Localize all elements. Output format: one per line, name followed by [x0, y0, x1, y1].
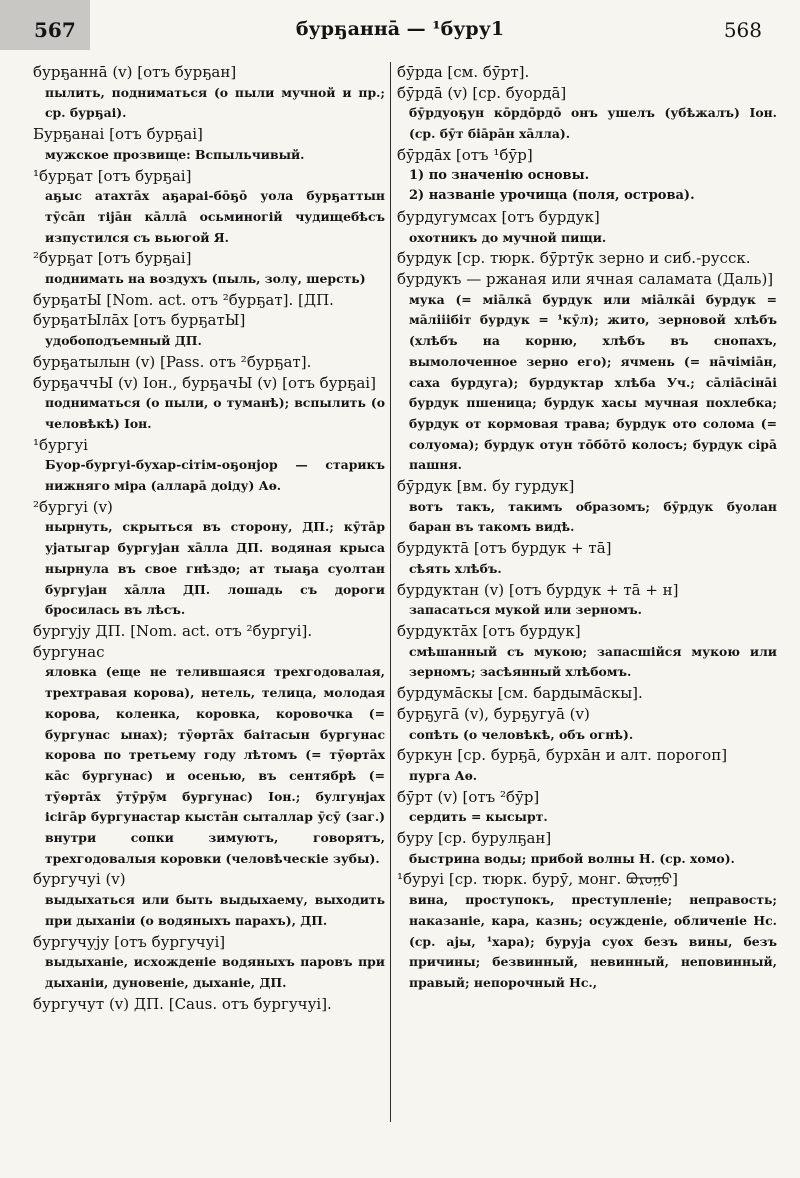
- entry-definition: выдыхаться или быть выдыхаему, выходить при дыханіи (о водяныхъ парахъ), ДП.: [45, 892, 385, 928]
- entry-definition: удобоподъемный ДП.: [45, 333, 202, 349]
- dictionary-entry: [33, 932, 385, 994]
- entry-headword: бӯрт (v) [отъ ²бӯр]: [397, 787, 540, 806]
- page-number-left: 567: [34, 18, 76, 42]
- entry-definition: мука (= мiāлкā бурдук или мiāлкāi бурдук = мāлiiiбiт бурдук = ¹кӯл); жито, зерновой хлѣбъ (хлѣбъ на корню, хлѣбъ въ снопахъ, вымолоченное зерно его); ячмень (= нāчiмiāн, саха бурдуга); бурдуктар хлѣба Уч.; сāлiāсiнāi бурдук пшеница; бурдук хасы мучная похлебка; бурдук от кормовая трава; бурдук ото солома (= солуома); бурдук отун тōбōтō колосъ; бурдук сiрā пашня.: [409, 291, 777, 473]
- dictionary-entry: [33, 62, 385, 124]
- entry-definition: вина, проступокъ, преступленіе; неправость; наказаніе, кара, казнь; осужденіе, обличеніе Нс. (ср. аjы, ¹хара); буруjа суох безъ вины, безъ причины; безвинный, невинный, неповинный, правый; непорочный Нс.,: [409, 892, 777, 990]
- page-header: [0, 8, 800, 48]
- entry-headword: бурҕаччЫ (v) Іон., бурҕачЫ (v) [отъ бурҕаі]: [33, 373, 376, 392]
- entry-headword: ¹бургуі: [33, 435, 88, 454]
- entry-headword: бурдуктāх [отъ бурдук]: [397, 621, 581, 640]
- page-number-right: 568: [723, 18, 762, 42]
- dictionary-entry: [33, 290, 385, 311]
- entry-headword: бурдумāскы [см. бардымāскы].: [397, 684, 643, 703]
- column-divider: [390, 62, 391, 1122]
- entry-headword: Бурҕанаі [отъ бурҕаі]: [33, 125, 203, 144]
- dictionary-entry: [397, 538, 777, 579]
- dictionary-entry: [397, 621, 777, 683]
- entry-definition: вотъ такъ, такимъ образомъ; бӯрдук буолан баран въ такомъ видѣ.: [409, 498, 777, 535]
- entry-headword: бургунас: [33, 642, 105, 661]
- entry-headword: бургучују [отъ бургучуі]: [33, 932, 226, 951]
- entry-headword: бурҕаннā (v) [отъ бурҕан]: [33, 63, 237, 81]
- dictionary-entry: [397, 207, 777, 248]
- dictionary-entry: [33, 869, 385, 931]
- entry-headword: буркун [ср. бурҕā, бурхāн и алт. порогоп]: [397, 746, 728, 765]
- entry-headword: бурдук [ср. тюрк. бӯртӯк зерно и сиб.-русск. бурдукъ — ржаная или ячная саламата (Даль)]: [397, 249, 774, 289]
- entry-headword: бургучуі (v): [33, 870, 126, 889]
- entry-headword: ²бурҕат [отъ бурҕаі]: [33, 249, 192, 268]
- entry-headword: бӯрдук [вм. бу гурдук]: [397, 477, 575, 496]
- dictionary-entry: [397, 745, 777, 786]
- entry-headword: бурдуктā [отъ бурдук + тā]: [397, 539, 612, 558]
- entry-headword: бурҕатылын (v) [Pass. отъ ²бурҕат].: [33, 352, 312, 371]
- entry-headword: ¹буруі [ср. тюрк. бурӯ, монг. ᠪᠤᠷᠤᠭᠤ]: [397, 870, 678, 889]
- entry-definition: пурга Аѳ.: [409, 767, 478, 783]
- dictionary-entry: [33, 310, 385, 351]
- entry-headword: бурдуктан (v) [отъ бурдук + тā + н]: [397, 580, 679, 599]
- dictionary-entry: [397, 580, 777, 621]
- entry-headword: бурдугумсах [отъ бурдук]: [397, 207, 600, 226]
- left-column: [33, 62, 385, 1162]
- dictionary-entry: [397, 787, 777, 828]
- entry-definition: запасаться мукой или зерномъ.: [409, 602, 642, 618]
- entry-definition: 1) по значенію основы.: [409, 167, 590, 183]
- entry-definition: сердить = кысырт.: [409, 809, 548, 825]
- entry-headword: бӯрдāх [отъ ¹бӯр]: [397, 145, 533, 164]
- entry-headword: бурҕатЫ [Nom. act. отъ ²бурҕат]. [ДП.: [33, 290, 334, 309]
- entry-definition: аҕыс атахтāх аҕараі-бōҕō уола бурҕаттын тӯсāп тіjāн кāллā осьминогій чудищебѣсъ изпустился съ вьюгой Я.: [45, 188, 385, 245]
- dictionary-entry: [33, 124, 385, 165]
- entry-definition: смѣшанный съ мукою; запасшійся мукою или зерномъ; засѣянный хлѣбомъ.: [409, 643, 777, 680]
- entry-definition: нырнуть, скрыться въ сторону, ДП.; кӯтāр уjатыгар бургујан хāлла ДП. водяная крыса нырнула въ свое гнѣздо; ат тыаҕа суолтан бургујан хāлла ДП. лошадь съ дороги бросилась въ лѣсъ.: [45, 519, 385, 618]
- dictionary-entry: [33, 248, 385, 289]
- dictionary-entry: [397, 62, 777, 83]
- entry-headword: бургучут (v) ДП. [Caus. отъ бургучуі].: [33, 994, 332, 1013]
- dictionary-entry: [397, 83, 777, 145]
- dictionary-entry: [33, 497, 385, 621]
- running-title: бурҕаннā — ¹буру1: [295, 18, 505, 40]
- entry-definition: 2) названіе урочища (поля, острова).: [409, 188, 695, 204]
- entry-headword: бӯрдā (v) [ср. буордā]: [397, 83, 567, 102]
- entry-definition: охотникъ до мучной пищи.: [409, 229, 607, 245]
- dictionary-entry: [33, 994, 385, 1015]
- entry-definition: быстрина воды; прибой волны Н. (ср. хомо).: [409, 850, 735, 866]
- dictionary-entry: [33, 166, 385, 249]
- dictionary-entry: [33, 642, 385, 870]
- dictionary-entry: [33, 435, 385, 497]
- entry-definition: подниматься (о пыли, о туманѣ); вспылить (о человѣкѣ) Іон.: [45, 395, 385, 431]
- entry-definition: Буор-бургуі-бухар-сiтiм-оҕонjор — старикъ нижняго міра (алларā доіду) Аѳ.: [45, 457, 385, 494]
- entry-definition: сопѣть (о человѣкѣ, объ огнѣ).: [409, 726, 634, 742]
- entry-headword: бӯрда [см. бӯрт].: [397, 63, 530, 81]
- entry-definition: поднимать на воздухъ (пыль, золу, шерсть): [45, 271, 366, 287]
- right-column: [397, 62, 777, 1162]
- entry-definition: мужское прозвище: Вспыльчивый.: [45, 146, 305, 162]
- dictionary-entry: [33, 373, 385, 435]
- dictionary-entry: [397, 869, 777, 993]
- dictionary-entry: [397, 476, 777, 538]
- entry-headword: бургују ДП. [Nom. act. отъ ²бургуі].: [33, 621, 313, 640]
- entry-headword: бурҕугā (v), бурҕугуā (v): [397, 704, 590, 723]
- entry-definition: бӯрдуоҕун кōрдōрдō онъ ушелъ (убѣжалъ) Іон. (ср. бӯт бiāрāн хāлла).: [409, 105, 777, 142]
- entry-definition: пылить, подниматься (о пыли мучной и пр.; ср. бурҕаі).: [45, 84, 385, 121]
- entry-headword: ¹бурҕат [отъ бурҕаі]: [33, 166, 192, 185]
- dictionary-entry: [33, 352, 385, 373]
- entry-definition: сѣять хлѣбъ.: [409, 560, 502, 576]
- entry-headword: буру [ср. бурулҕан]: [397, 829, 552, 848]
- dictionary-entry: [397, 704, 777, 745]
- entry-headword: бурҕатЫлāх [отъ бурҕатЫ]: [33, 311, 246, 330]
- entry-definition: выдыханіе, исхожденіе водяныхъ паровъ при дыханіи, дуновеніе, дыханіе, ДП.: [45, 954, 385, 990]
- dictionary-entry: [397, 683, 777, 704]
- dictionary-entry: [397, 248, 777, 476]
- entry-headword: ²бургуі (v): [33, 497, 113, 516]
- entry-definition: яловка (еще не телившаяся трехгодовалая, трехтравая корова), нетель, телица, молодая корова, коленка, коровка, коровочка (= бургунас ынах); тӯөртāх баітасын бургунас корова по третьему году лѣтомъ (= тӯөртāх кāс бургунас) и осенью, въ сентябрѣ (= тӯөртāх ӯтӯрӯм бургунас) Іон.; булгунjах ісігāр бургунастар кыстāн сыталлар ӯсӯ (заг.) внутри сопки зимуютъ, говорятъ, трехгодовалыя коровки (человѣческіе зубы).: [45, 664, 385, 866]
- dictionary-entry: [397, 145, 777, 207]
- dictionary-entry: [33, 621, 385, 642]
- dictionary-entry: [397, 828, 777, 869]
